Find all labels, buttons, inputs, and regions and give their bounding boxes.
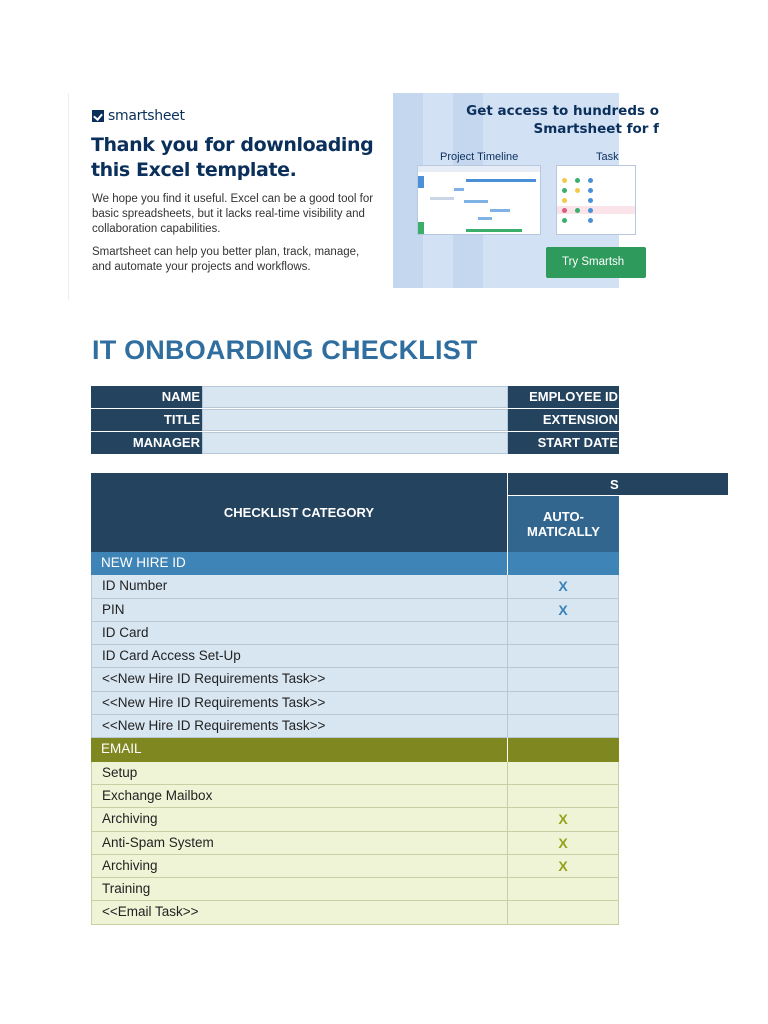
checklist-item-label[interactable]: Exchange Mailbox xyxy=(91,785,508,808)
checklist-item-label[interactable]: <<New Hire ID Requirements Task>> xyxy=(91,668,508,691)
checklist-row xyxy=(91,785,619,808)
checklist-row xyxy=(91,599,619,622)
checklist-row xyxy=(91,762,619,785)
section-title: NEW HIRE ID xyxy=(91,552,508,575)
checklist-row xyxy=(91,901,619,924)
automatically-cell[interactable] xyxy=(508,715,619,738)
section-title: EMAIL xyxy=(91,738,508,761)
status-dot xyxy=(562,178,567,183)
checklist-item-label[interactable]: Setup xyxy=(91,762,508,785)
checklist-row xyxy=(91,715,619,738)
automatically-cell[interactable] xyxy=(508,785,619,808)
automatically-cell[interactable] xyxy=(508,901,619,924)
brand-name: smartsheet xyxy=(108,108,185,124)
status-super-header: S xyxy=(508,473,728,496)
automatically-cell[interactable] xyxy=(508,762,619,785)
section-header-green xyxy=(91,738,619,761)
status-header-group xyxy=(508,473,619,552)
thumb-caption-timeline: Project Timeline xyxy=(440,151,519,163)
automatically-cell[interactable] xyxy=(508,645,619,668)
title-field[interactable] xyxy=(202,409,508,431)
automatically-header xyxy=(508,496,619,552)
promo-panel[interactable] xyxy=(393,93,659,288)
section-status-cell xyxy=(508,552,619,575)
status-dot xyxy=(588,178,593,183)
checklist-row xyxy=(91,692,619,715)
status-dot xyxy=(575,208,580,213)
info-label-name: NAME xyxy=(91,386,202,408)
manager-field[interactable] xyxy=(202,432,508,454)
section-header-blue xyxy=(91,552,619,575)
info-label-manager: MANAGER xyxy=(91,432,202,454)
try-smartsheet-button[interactable]: Try Smartsh xyxy=(546,247,646,278)
gantt-bar xyxy=(466,179,536,182)
banner-body-2: Smartsheet can help you better plan, track, manage, and automate your projects and workflows. xyxy=(92,246,360,273)
checklist-body xyxy=(91,552,619,925)
info-label-start-date: START DATE xyxy=(508,432,619,454)
checklist-item-label[interactable]: <<Email Task>> xyxy=(91,901,508,924)
promo-title xyxy=(399,102,659,138)
automatically-cell[interactable]: X xyxy=(508,575,619,598)
gantt-bar xyxy=(430,197,454,200)
checklist-row xyxy=(91,622,619,645)
highlight-row xyxy=(557,206,635,214)
status-dot xyxy=(562,188,567,193)
section-status-cell xyxy=(508,738,619,761)
status-dot xyxy=(562,208,567,213)
checklist-item-label[interactable]: PIN xyxy=(91,599,508,622)
checklist-table xyxy=(91,473,619,925)
thumb-header-bar xyxy=(418,166,540,172)
name-field[interactable] xyxy=(202,386,508,408)
task-list-thumbnail xyxy=(556,165,636,235)
automatically-cell[interactable]: X xyxy=(508,599,619,622)
gantt-bar xyxy=(454,188,464,191)
thumb-caption-task: Task xyxy=(596,151,619,163)
checklist-row xyxy=(91,575,619,598)
gantt-bar xyxy=(490,209,510,212)
checklist-item-label[interactable]: Anti-Spam System xyxy=(91,832,508,855)
status-dot xyxy=(562,198,567,203)
automatically-cell[interactable] xyxy=(508,692,619,715)
project-timeline-thumbnail xyxy=(417,165,541,235)
checklist-item-label[interactable]: <<New Hire ID Requirements Task>> xyxy=(91,715,508,738)
checklist-item-label[interactable]: Archiving xyxy=(91,855,508,878)
info-label-title: TITLE xyxy=(91,409,202,431)
promo-banner[interactable] xyxy=(68,93,390,300)
status-dot xyxy=(575,188,580,193)
status-dot xyxy=(562,218,567,223)
automatically-header-label: AUTO- MATICALLY xyxy=(527,509,600,539)
checklist-row xyxy=(91,668,619,691)
promo-title-line2: Smartsheet for f xyxy=(533,121,659,137)
thumb-row-marker xyxy=(418,222,424,234)
status-dot xyxy=(588,208,593,213)
checklist-item-label[interactable]: ID Number xyxy=(91,575,508,598)
info-row-title xyxy=(91,409,619,432)
page-title: IT ONBOARDING CHECKLIST xyxy=(92,335,478,365)
checklist-row xyxy=(91,878,619,901)
status-dot xyxy=(588,198,593,203)
checklist-row xyxy=(91,855,619,878)
automatically-cell[interactable]: X xyxy=(508,808,619,831)
checklist-item-label[interactable]: Training xyxy=(91,878,508,901)
promo-title-line1: Get access to hundreds o xyxy=(466,103,659,119)
checklist-category-header: CHECKLIST CATEGORY xyxy=(91,473,508,552)
smartsheet-logo xyxy=(92,108,185,124)
gantt-bar xyxy=(478,217,492,220)
checklist-row xyxy=(91,808,619,831)
checklist-item-label[interactable]: ID Card xyxy=(91,622,508,645)
employee-info-table xyxy=(91,386,619,455)
gantt-bar xyxy=(464,200,488,203)
info-row-manager xyxy=(91,432,619,455)
automatically-cell[interactable] xyxy=(508,878,619,901)
status-dot xyxy=(588,218,593,223)
thumb-row-marker xyxy=(418,176,424,188)
checklist-item-label[interactable]: ID Card Access Set-Up xyxy=(91,645,508,668)
status-dot xyxy=(575,178,580,183)
checklist-row xyxy=(91,832,619,855)
checklist-header xyxy=(91,473,619,552)
checkmark-logo-icon xyxy=(92,110,104,122)
checklist-item-label[interactable]: Archiving xyxy=(91,808,508,831)
checklist-item-label[interactable]: <<New Hire ID Requirements Task>> xyxy=(91,692,508,715)
checklist-row xyxy=(91,645,619,668)
automatically-cell[interactable] xyxy=(508,622,619,645)
banner-headline: Thank you for downloading this Excel template. xyxy=(91,134,374,181)
automatically-cell[interactable]: X xyxy=(508,855,619,878)
info-row-name xyxy=(91,386,619,409)
info-label-extension: EXTENSION xyxy=(508,409,619,431)
automatically-cell[interactable] xyxy=(508,668,619,691)
automatically-cell[interactable]: X xyxy=(508,832,619,855)
status-dot xyxy=(588,188,593,193)
gantt-bar xyxy=(466,229,522,232)
info-label-employee-id: EMPLOYEE ID xyxy=(508,386,619,408)
banner-body-1: We hope you find it useful. Excel can be a good tool for basic spreadsheets, but it lacks real-time visibility and collaboration capabilities. xyxy=(92,193,374,235)
